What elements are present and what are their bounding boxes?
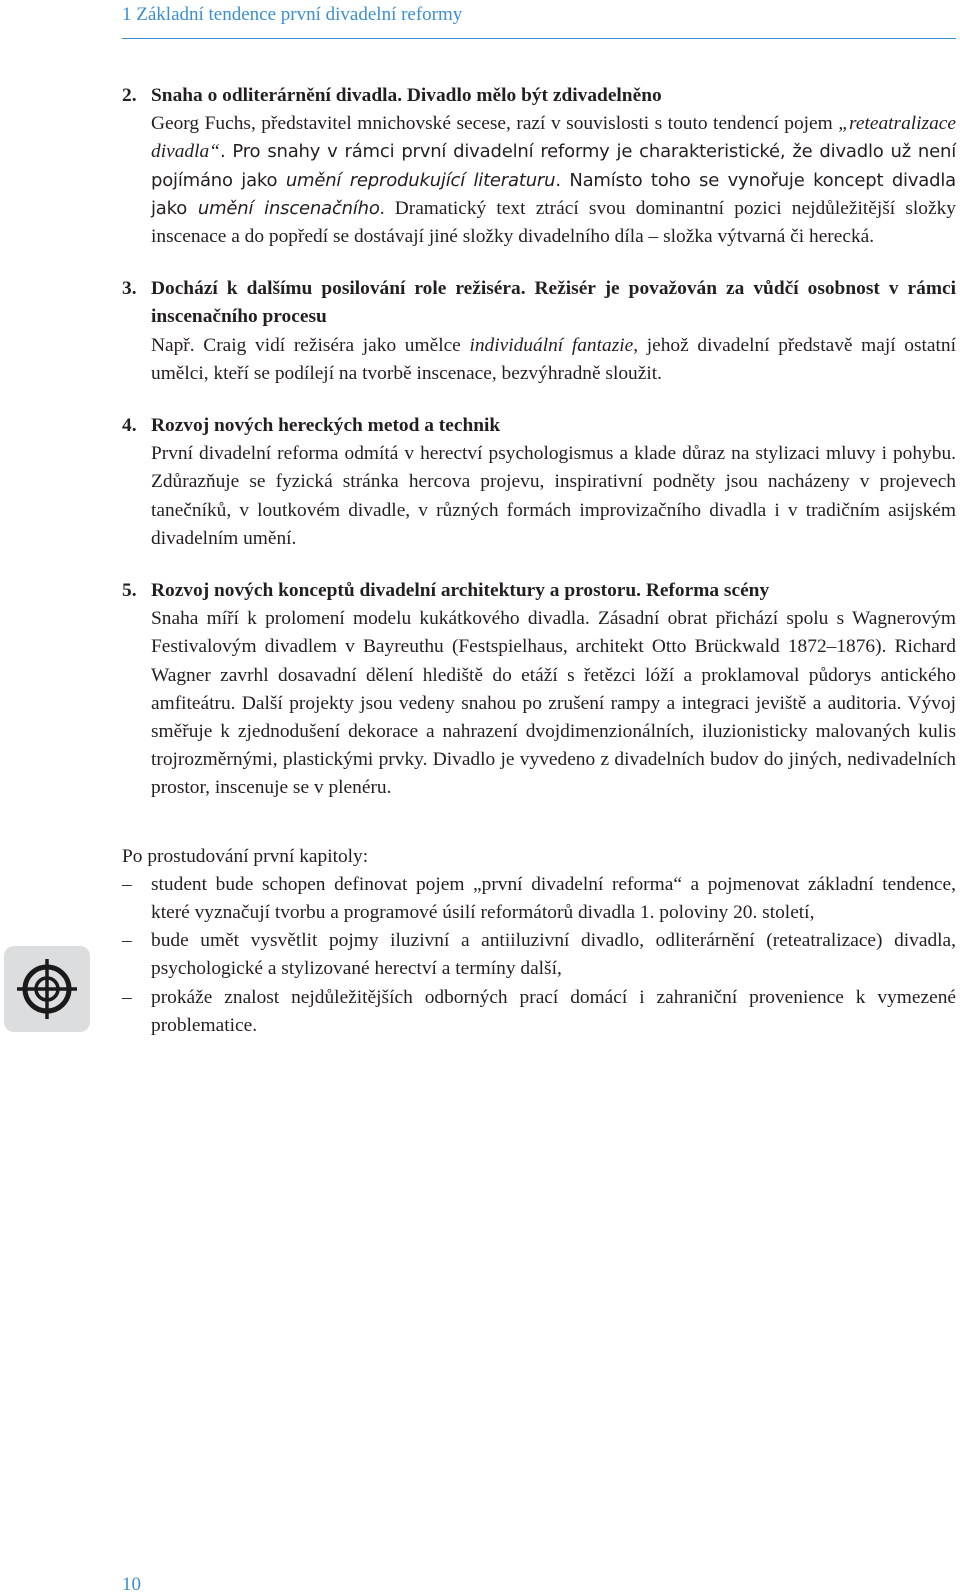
dash-bullet: – [122,986,132,1008]
item-emphasis: individuální fantazie [469,334,634,356]
item-heading: Rozvoj nových hereckých metod a technik [151,415,501,437]
objective-text: prokáže znalost nejdůležitějších odborných prací domácí i zahraniční provenience k vymezené problematice. [151,986,956,1036]
item-number: 3. [122,278,137,300]
objective-item [122,871,956,927]
list-item-4 [122,412,956,553]
item-text-sans: . Namísto toho se vynořuje koncept divadla jako [151,169,956,219]
item-text: Např. Craig vidí režiséra jako umělce [151,334,470,356]
item-text: , jehož divadelní představě mají ostatní umělci, kteří se podílejí na tvorbě inscenace, bezvýhradně sloužit. [151,334,956,384]
item-number: 4. [122,415,137,437]
list-item-5 [122,577,956,803]
running-header: 1 Základní tendence první divadelní reformy [122,4,463,25]
list-item-3 [122,275,956,388]
item-text: . Dramatický text ztrácí svou dominantní pozici nejdůležitější složky inscenace a do popředí se dostávají jiné složky divadelního díla – složka výtvarná či herecká. [151,197,956,248]
objective-text: bude umět vysvětlit pojmy iluzivní a antiiluzivní divadlo, odliterárnění (reteatralizace) divadla, psychologické a stylizované herectví a termíny další, [151,930,956,980]
item-heading: Rozvoj nových konceptů divadelní architektury a prostoru. Reforma scény [151,580,770,602]
list-item-2 [122,82,956,251]
objective-text: student bude schopen definovat pojem „první divadelní reforma“ a pojmenovat základní tendence, které vyznačují tvorbu a programové úsilí reformátorů divadla 1. poloviny 20. století, [151,873,956,924]
item-text: Snaha míří k prolomení modelu kukátkového divadla. Zásadní obrat přichází spolu s Wagnerovým Festivalovým divadlem v Bayreuthu (Festspielhaus, architekt Otto Brückwald 1872–1876). Richard Wagner zavrhl dosavadní dělení hlediště do etáží s řetězci lóží a proklamoval půdorys antického amfiteátru. Další projekty jsou vedeny snahou po zrušení rampy a integraci jeviště a auditoria. Vývoj směřuje k zjednodušení dekorace a nahrazení dvojdimenzionálních, iluzionisticky malovaných kulis trojrozměrnými, plastickými prvky. Divadlo je vyvedeno z divadelních budov do jiných, nedivadelních prostor, inscenuje se v plenéru. [151,608,956,799]
target-crosshair-icon [13,955,81,1023]
main-content [122,82,956,1040]
item-body [151,275,956,388]
item-text: Georg Fuchs, představitel mnichovské secese, razí v souvislosti s touto tendencí pojem [151,113,839,135]
item-text-sans: . Pro snahy v rámci první divadelní reformy je charakteristické, že divadlo už není pojímáno jako [151,141,956,191]
objective-item [122,927,956,983]
item-body [151,577,956,803]
item-emphasis-sans: umění reprodukující literaturu [285,169,556,191]
header-rule [122,38,956,39]
learning-objectives [122,843,956,1040]
item-heading: Dochází k dalšímu posilování role režiséra. Režisér je považován za vůdčí osobnost v rámci inscenačního procesu [151,278,956,328]
item-number: 2. [122,85,137,106]
objectives-icon-box [4,946,90,1032]
item-number: 5. [122,580,137,602]
page-number: 10 [122,1574,141,1595]
objectives-intro: Po prostudování první kapitoly: [122,845,369,867]
objectives-list [122,871,956,1040]
dash-bullet: – [122,930,132,952]
dash-bullet: – [122,873,132,895]
item-emphasis-sans: umění inscenačního [197,197,380,219]
item-text: První divadelní reforma odmítá v herectví psychologismus a klade důraz na stylizaci mluvy i pohybu. Zdůrazňuje se fyzická stránka hercova projevu, inspirativní podněty jsou nacházeny v projevech tanečníků, v loutkovém divadle, v různých formách improvizačního divadla i v tradičním asijském divadelním umění. [151,443,956,549]
item-body [151,82,956,251]
item-emphasis: „reteatralizace divadla“ [151,113,956,163]
item-heading: Snaha o odliterárnění divadla. Divadlo mělo být zdivadelněno [151,85,662,106]
objective-item [122,984,956,1040]
item-body [151,412,956,553]
